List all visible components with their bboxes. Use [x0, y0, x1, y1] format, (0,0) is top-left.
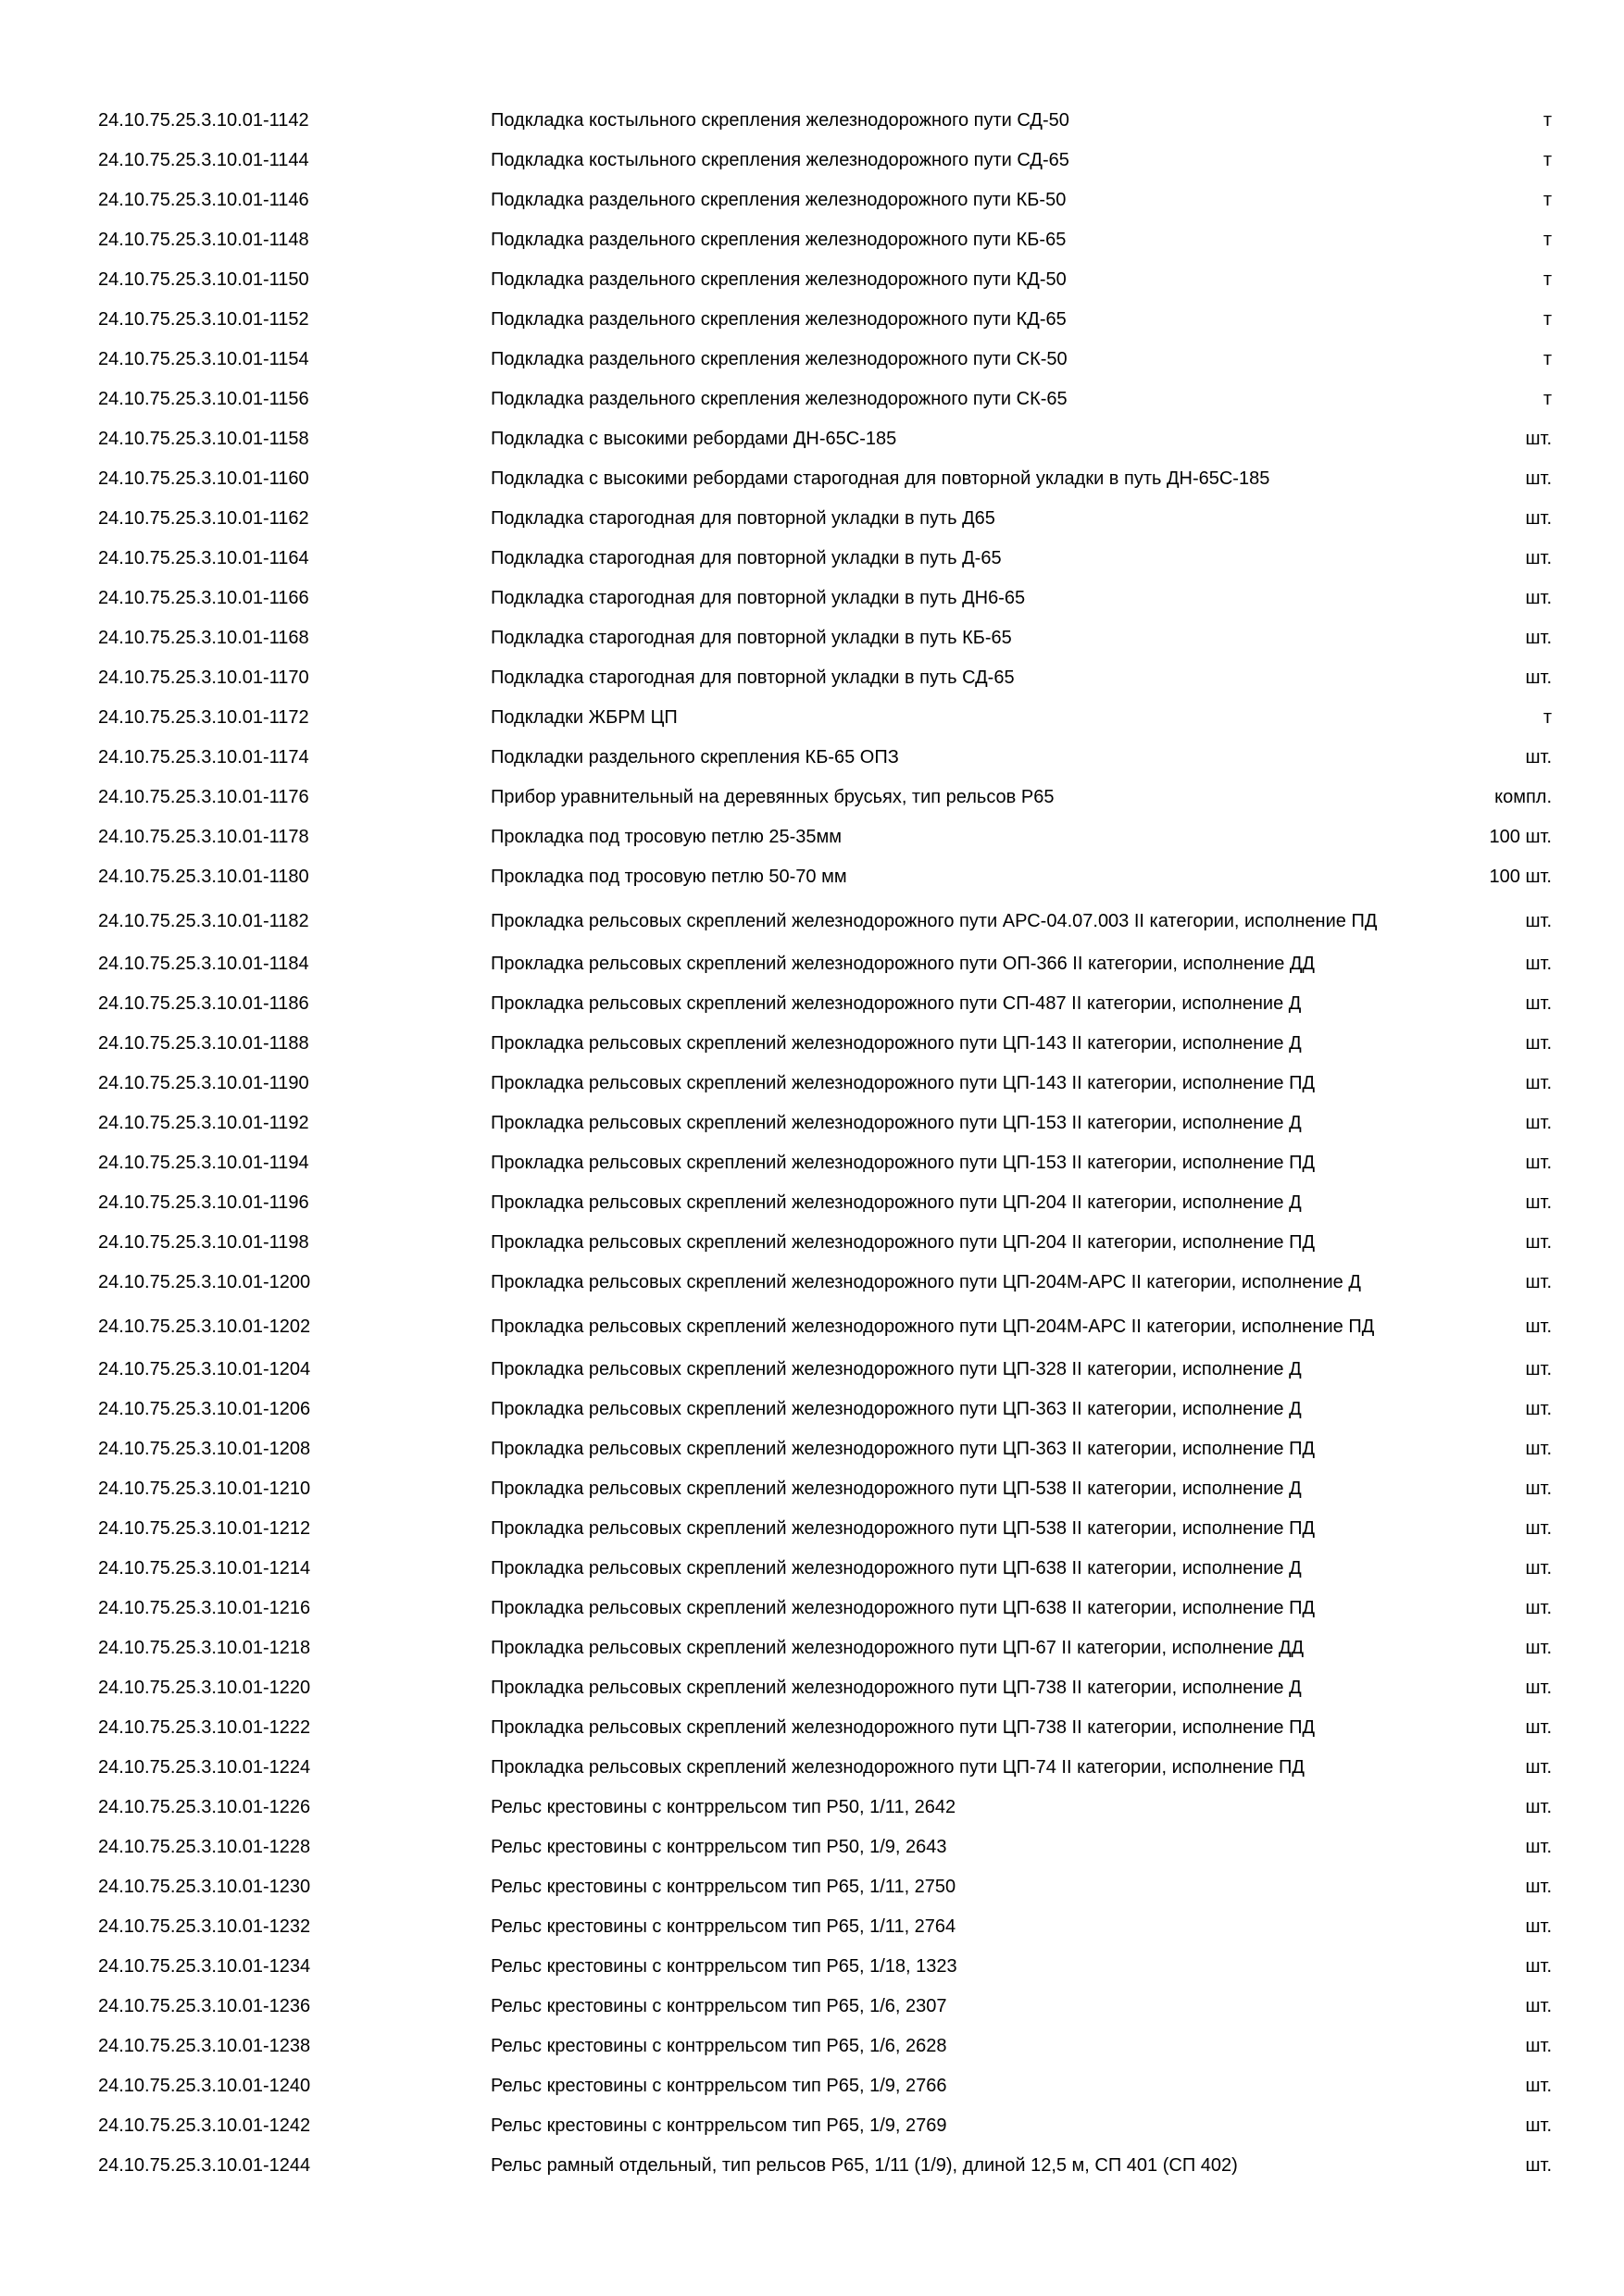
resource-code: 24.10.75.25.3.10.01-1238	[98, 2035, 311, 2056]
resource-name: Подкладка раздельного скрепления железнодорожного пути КД-50	[491, 269, 1067, 290]
resource-name: Прокладка рельсовых скреплений железнодорожного пути ЦП-738 II категории, исполнение ПД	[491, 1717, 1316, 1738]
unit-of-measure: шт.	[1525, 1316, 1552, 1337]
table-row	[0, 579, 1624, 618]
table-row	[0, 1788, 1624, 1827]
table-row	[0, 738, 1624, 777]
resource-code: 24.10.75.25.3.10.01-1174	[98, 746, 309, 767]
unit-of-measure: шт.	[1525, 1955, 1552, 1977]
unit-of-measure: шт.	[1525, 428, 1552, 449]
table-row	[0, 2106, 1624, 2145]
table-row	[0, 340, 1624, 379]
unit-of-measure: шт.	[1525, 667, 1552, 688]
resource-code: 24.10.75.25.3.10.01-1164	[98, 547, 309, 568]
resource-name: Рельс крестовины с контррельсом тип Р50, 1/9, 2643	[491, 1837, 947, 1857]
unit-of-measure: шт.	[1525, 1756, 1552, 1778]
resource-name: Рельс крестовины с контррельсом тип Р65, 1/9, 2769	[491, 2115, 947, 2136]
table-row	[0, 1303, 1624, 1351]
table-row	[0, 944, 1624, 983]
unit-of-measure: т	[1543, 189, 1552, 210]
unit-of-measure: т	[1543, 149, 1552, 170]
unit-of-measure: шт.	[1525, 468, 1552, 489]
resource-name: Подкладка раздельного скрепления железнодорожного пути КБ-65	[491, 230, 1067, 250]
table-row	[0, 1748, 1624, 1787]
resource-name: Рельс крестовины с контррельсом тип Р65, 1/6, 2628	[491, 2036, 947, 2056]
resource-code: 24.10.75.25.3.10.01-1244	[98, 2154, 311, 2176]
table-row	[0, 499, 1624, 538]
resource-name: Прокладка рельсовых скреплений железнодорожного пути ЦП-363 II категории, исполнение Д	[491, 1399, 1302, 1419]
table-row	[0, 698, 1624, 737]
resource-code: 24.10.75.25.3.10.01-1232	[98, 1915, 311, 1937]
resource-name: Рельс крестовины с контррельсом тип Р65, 1/11, 2764	[491, 1916, 956, 1937]
unit-of-measure: шт.	[1525, 1915, 1552, 1937]
resource-name: Подкладка раздельного скрепления железнодорожного пути СК-65	[491, 389, 1068, 409]
resource-code: 24.10.75.25.3.10.01-1210	[98, 1478, 311, 1499]
resource-name: Прокладка рельсовых скреплений железнодорожного пути СП-487 II категории, исполнение Д	[491, 993, 1302, 1014]
unit-of-measure: шт.	[1525, 1478, 1552, 1499]
unit-of-measure: шт.	[1525, 910, 1552, 931]
resource-name: Прокладка рельсовых скреплений железнодорожного пути ЦП-153 II категории, исполнение ПД	[491, 1153, 1316, 1173]
resource-code: 24.10.75.25.3.10.01-1234	[98, 1955, 311, 1977]
resource-code: 24.10.75.25.3.10.01-1216	[98, 1597, 311, 1618]
resource-name: Подкладка старогодная для повторной укладки в путь СД-65	[491, 668, 1015, 688]
table-row	[0, 1668, 1624, 1707]
unit-of-measure: шт.	[1525, 992, 1552, 1014]
unit-of-measure: т	[1543, 388, 1552, 409]
resource-name: Рельс рамный отдельный, тип рельсов Р65, 1/11 (1/9), длиной 12,5 м, СП 401 (СП 402)	[491, 2155, 1238, 2176]
resource-name: Прокладка рельсовых скреплений железнодорожного пути ЦП-204 II категории, исполнение ПД	[491, 1232, 1316, 1253]
resource-name: Рельс крестовины с контррельсом тип Р65, 1/6, 2307	[491, 1996, 947, 2016]
unit-of-measure: 100 шт.	[1489, 826, 1552, 847]
table-row	[0, 618, 1624, 657]
resource-name: Подкладка раздельного скрепления железнодорожного пути СК-50	[491, 349, 1068, 369]
unit-of-measure: шт.	[1525, 1597, 1552, 1618]
table-row	[0, 1143, 1624, 1182]
table-row	[0, 1350, 1624, 1389]
resource-code: 24.10.75.25.3.10.01-1142	[98, 109, 309, 131]
table-row	[0, 220, 1624, 259]
unit-of-measure: шт.	[1525, 2075, 1552, 2096]
table-row	[0, 181, 1624, 219]
unit-of-measure: т	[1543, 109, 1552, 131]
unit-of-measure: т	[1543, 308, 1552, 330]
table-row	[0, 1104, 1624, 1142]
unit-of-measure: шт.	[1525, 1637, 1552, 1658]
resource-code: 24.10.75.25.3.10.01-1200	[98, 1271, 311, 1292]
resource-code: 24.10.75.25.3.10.01-1192	[98, 1112, 309, 1133]
resource-name: Рельс крестовины с контррельсом тип Р50, 1/11, 2642	[491, 1797, 956, 1817]
unit-of-measure: шт.	[1525, 2115, 1552, 2136]
resource-code: 24.10.75.25.3.10.01-1194	[98, 1152, 309, 1173]
resource-name: Прокладка рельсовых скреплений железнодорожного пути ЦП-204М-АРС II категории, исполнение ПД	[491, 1316, 1375, 1337]
resource-code: 24.10.75.25.3.10.01-1172	[98, 706, 309, 728]
unit-of-measure: шт.	[1525, 1557, 1552, 1578]
resource-name: Прокладка рельсовых скреплений железнодорожного пути ЦП-363 II категории, исполнение ПД	[491, 1439, 1316, 1459]
unit-of-measure: шт.	[1525, 1192, 1552, 1213]
resource-code: 24.10.75.25.3.10.01-1222	[98, 1716, 311, 1738]
resource-name: Подкладка старогодная для повторной укладки в путь Д-65	[491, 548, 1002, 568]
table-row	[0, 1828, 1624, 1866]
table-row	[0, 778, 1624, 817]
table-row	[0, 1708, 1624, 1747]
resource-code: 24.10.75.25.3.10.01-1186	[98, 992, 309, 1014]
unit-of-measure: шт.	[1525, 1716, 1552, 1738]
resource-name: Рельс крестовины с контррельсом тип Р65, 1/18, 1323	[491, 1956, 957, 1977]
table-row	[0, 1024, 1624, 1063]
table-row	[0, 1867, 1624, 1906]
resource-name: Подкладка старогодная для повторной укладки в путь ДН6-65	[491, 588, 1026, 608]
resource-name: Прокладка рельсовых скреплений железнодорожного пути ЦП-328 II категории, исполнение Д	[491, 1359, 1302, 1379]
table-row	[0, 539, 1624, 578]
resource-code: 24.10.75.25.3.10.01-1178	[98, 826, 309, 847]
resource-name: Подкладка старогодная для повторной укладки в путь КБ-65	[491, 628, 1012, 648]
resource-code: 24.10.75.25.3.10.01-1212	[98, 1517, 311, 1539]
resource-code: 24.10.75.25.3.10.01-1242	[98, 2115, 311, 2136]
unit-of-measure: шт.	[1525, 1072, 1552, 1093]
resource-name: Подкладка костыльного скрепления железнодорожного пути СД-65	[491, 150, 1069, 170]
table-row	[0, 419, 1624, 458]
resource-name: Прокладка рельсовых скреплений железнодорожного пути ЦП-143 II категории, исполнение ПД	[491, 1073, 1316, 1093]
resource-name: Прокладка рельсовых скреплений железнодорожного пути ЦП-153 II категории, исполнение Д	[491, 1113, 1302, 1133]
table-row	[0, 1509, 1624, 1548]
unit-of-measure: шт.	[1525, 1358, 1552, 1379]
unit-of-measure: шт.	[1525, 1271, 1552, 1292]
table-row	[0, 817, 1624, 856]
table-row	[0, 1429, 1624, 1468]
resource-name: Рельс крестовины с контррельсом тип Р65, 1/11, 2750	[491, 1877, 956, 1897]
resource-code: 24.10.75.25.3.10.01-1184	[98, 953, 309, 974]
unit-of-measure: шт.	[1525, 627, 1552, 648]
resource-name: Подкладка раздельного скрепления железнодорожного пути КБ-50	[491, 190, 1067, 210]
unit-of-measure: 100 шт.	[1489, 866, 1552, 887]
resource-name: Прокладка рельсовых скреплений железнодорожного пути ЦП-143 II категории, исполнение Д	[491, 1033, 1302, 1054]
resource-name: Прокладка рельсовых скреплений железнодорожного пути ЦП-538 II категории, исполнение ПД	[491, 1518, 1316, 1539]
unit-of-measure: шт.	[1525, 1677, 1552, 1698]
resource-code: 24.10.75.25.3.10.01-1154	[98, 348, 309, 369]
resource-name: Прокладка рельсовых скреплений железнодорожного пути ЦП-638 II категории, исполнение Д	[491, 1558, 1302, 1578]
resource-code: 24.10.75.25.3.10.01-1202	[98, 1316, 311, 1337]
resource-name: Подкладки раздельного скрепления КБ-65 ОПЗ	[491, 747, 899, 767]
table-row	[0, 2027, 1624, 2065]
resource-name: Прокладка под тросовую петлю 25-35мм	[491, 827, 843, 847]
table-row	[0, 141, 1624, 180]
resource-code: 24.10.75.25.3.10.01-1198	[98, 1231, 309, 1253]
resource-name: Прибор уравнительный на деревянных брусьях, тип рельсов Р65	[491, 787, 1055, 807]
table-row	[0, 1469, 1624, 1508]
table-row	[0, 1390, 1624, 1429]
table-row	[0, 1183, 1624, 1222]
unit-of-measure: шт.	[1525, 2154, 1552, 2176]
unit-of-measure: т	[1543, 706, 1552, 728]
unit-of-measure: компл.	[1494, 786, 1552, 807]
unit-of-measure: шт.	[1525, 1032, 1552, 1054]
table-row	[0, 1947, 1624, 1986]
resource-code: 24.10.75.25.3.10.01-1156	[98, 388, 309, 409]
resource-name: Подкладки ЖБРМ ЦП	[491, 707, 678, 728]
table-row	[0, 260, 1624, 299]
resource-code: 24.10.75.25.3.10.01-1170	[98, 667, 309, 688]
unit-of-measure: шт.	[1525, 953, 1552, 974]
resource-code: 24.10.75.25.3.10.01-1166	[98, 587, 309, 608]
unit-of-measure: т	[1543, 229, 1552, 250]
table-row	[0, 897, 1624, 945]
resource-code: 24.10.75.25.3.10.01-1236	[98, 1995, 311, 2016]
resource-name: Подкладка с высокими ребордами старогодная для повторной укладки в путь ДН-65С-185	[491, 468, 1270, 489]
resource-code: 24.10.75.25.3.10.01-1224	[98, 1756, 311, 1778]
table-row	[0, 1223, 1624, 1262]
resource-code: 24.10.75.25.3.10.01-1226	[98, 1796, 311, 1817]
resource-code: 24.10.75.25.3.10.01-1162	[98, 507, 309, 529]
resource-name: Прокладка рельсовых скреплений железнодорожного пути ЦП-204М-АРС II категории, исполнение Д	[491, 1272, 1361, 1292]
resource-code: 24.10.75.25.3.10.01-1208	[98, 1438, 311, 1459]
table-row	[0, 1589, 1624, 1628]
resource-name: Подкладка с высокими ребордами ДН-65С-185	[491, 429, 897, 449]
unit-of-measure: т	[1543, 348, 1552, 369]
resource-code: 24.10.75.25.3.10.01-1240	[98, 2075, 311, 2096]
unit-of-measure: т	[1543, 268, 1552, 290]
table-row	[0, 984, 1624, 1023]
unit-of-measure: шт.	[1525, 1517, 1552, 1539]
unit-of-measure: шт.	[1525, 1438, 1552, 1459]
unit-of-measure: шт.	[1525, 1231, 1552, 1253]
unit-of-measure: шт.	[1525, 1836, 1552, 1857]
resource-code: 24.10.75.25.3.10.01-1144	[98, 149, 309, 170]
resource-code: 24.10.75.25.3.10.01-1228	[98, 1836, 311, 1857]
resource-code: 24.10.75.25.3.10.01-1158	[98, 428, 309, 449]
resource-name: Прокладка рельсовых скреплений железнодорожного пути ЦП-67 II категории, исполнение ДД	[491, 1638, 1305, 1658]
unit-of-measure: шт.	[1525, 1796, 1552, 1817]
table-row	[0, 300, 1624, 339]
resource-code: 24.10.75.25.3.10.01-1168	[98, 627, 309, 648]
unit-of-measure: шт.	[1525, 2035, 1552, 2056]
resource-code: 24.10.75.25.3.10.01-1230	[98, 1876, 311, 1897]
resource-name: Прокладка рельсовых скреплений железнодорожного пути ЦП-74 II категории, исполнение ПД	[491, 1757, 1305, 1778]
resource-code: 24.10.75.25.3.10.01-1220	[98, 1677, 311, 1698]
resource-name: Подкладка раздельного скрепления железнодорожного пути КД-65	[491, 309, 1067, 330]
table-row	[0, 857, 1624, 896]
resource-name: Прокладка рельсовых скреплений железнодорожного пути ЦП-638 II категории, исполнение ПД	[491, 1598, 1316, 1618]
resource-code: 24.10.75.25.3.10.01-1152	[98, 308, 309, 330]
resource-code: 24.10.75.25.3.10.01-1180	[98, 866, 309, 887]
resource-code: 24.10.75.25.3.10.01-1148	[98, 229, 309, 250]
unit-of-measure: шт.	[1525, 1876, 1552, 1897]
resource-name: Прокладка рельсовых скреплений железнодорожного пути ЦП-204 II категории, исполнение Д	[491, 1192, 1302, 1213]
unit-of-measure: шт.	[1525, 1152, 1552, 1173]
resource-name: Прокладка рельсовых скреплений железнодорожного пути ЦП-738 II категории, исполнение Д	[491, 1678, 1302, 1698]
resource-code: 24.10.75.25.3.10.01-1204	[98, 1358, 311, 1379]
resource-name: Подкладка старогодная для повторной укладки в путь Д65	[491, 508, 995, 529]
unit-of-measure: шт.	[1525, 507, 1552, 529]
resource-code: 24.10.75.25.3.10.01-1206	[98, 1398, 311, 1419]
resource-name: Подкладка костыльного скрепления железнодорожного пути СД-50	[491, 110, 1069, 131]
unit-of-measure: шт.	[1525, 547, 1552, 568]
table-row	[0, 380, 1624, 418]
resource-name: Прокладка рельсовых скреплений железнодорожного пути АРС-04.07.003 II категории, исполнение ПД	[491, 911, 1378, 931]
resource-code: 24.10.75.25.3.10.01-1176	[98, 786, 309, 807]
table-row	[0, 2146, 1624, 2185]
resource-code: 24.10.75.25.3.10.01-1214	[98, 1557, 311, 1578]
unit-of-measure: шт.	[1525, 1112, 1552, 1133]
unit-of-measure: шт.	[1525, 1995, 1552, 2016]
table-row	[0, 1064, 1624, 1103]
resource-code: 24.10.75.25.3.10.01-1218	[98, 1637, 311, 1658]
resource-name: Прокладка рельсовых скреплений железнодорожного пути ЦП-538 II категории, исполнение Д	[491, 1479, 1302, 1499]
table-row	[0, 1263, 1624, 1302]
table-row	[0, 2066, 1624, 2105]
resource-code: 24.10.75.25.3.10.01-1196	[98, 1192, 309, 1213]
table-row	[0, 1628, 1624, 1667]
resource-code: 24.10.75.25.3.10.01-1188	[98, 1032, 309, 1054]
resource-name: Прокладка рельсовых скреплений железнодорожного пути ОП-366 II категории, исполнение ДД	[491, 954, 1315, 974]
table-row	[0, 101, 1624, 140]
resource-code: 24.10.75.25.3.10.01-1182	[98, 910, 309, 931]
resource-code: 24.10.75.25.3.10.01-1150	[98, 268, 309, 290]
unit-of-measure: шт.	[1525, 746, 1552, 767]
resource-code: 24.10.75.25.3.10.01-1190	[98, 1072, 309, 1093]
unit-of-measure: шт.	[1525, 587, 1552, 608]
table-row	[0, 1907, 1624, 1946]
resource-name: Рельс крестовины с контррельсом тип Р65, 1/9, 2766	[491, 2076, 947, 2096]
table-row	[0, 1549, 1624, 1588]
resource-code: 24.10.75.25.3.10.01-1160	[98, 468, 309, 489]
table-row	[0, 1987, 1624, 2026]
resource-name: Прокладка под тросовую петлю 50-70 мм	[491, 867, 847, 887]
resource-code: 24.10.75.25.3.10.01-1146	[98, 189, 309, 210]
table-row	[0, 459, 1624, 498]
unit-of-measure: шт.	[1525, 1398, 1552, 1419]
table-row	[0, 658, 1624, 697]
